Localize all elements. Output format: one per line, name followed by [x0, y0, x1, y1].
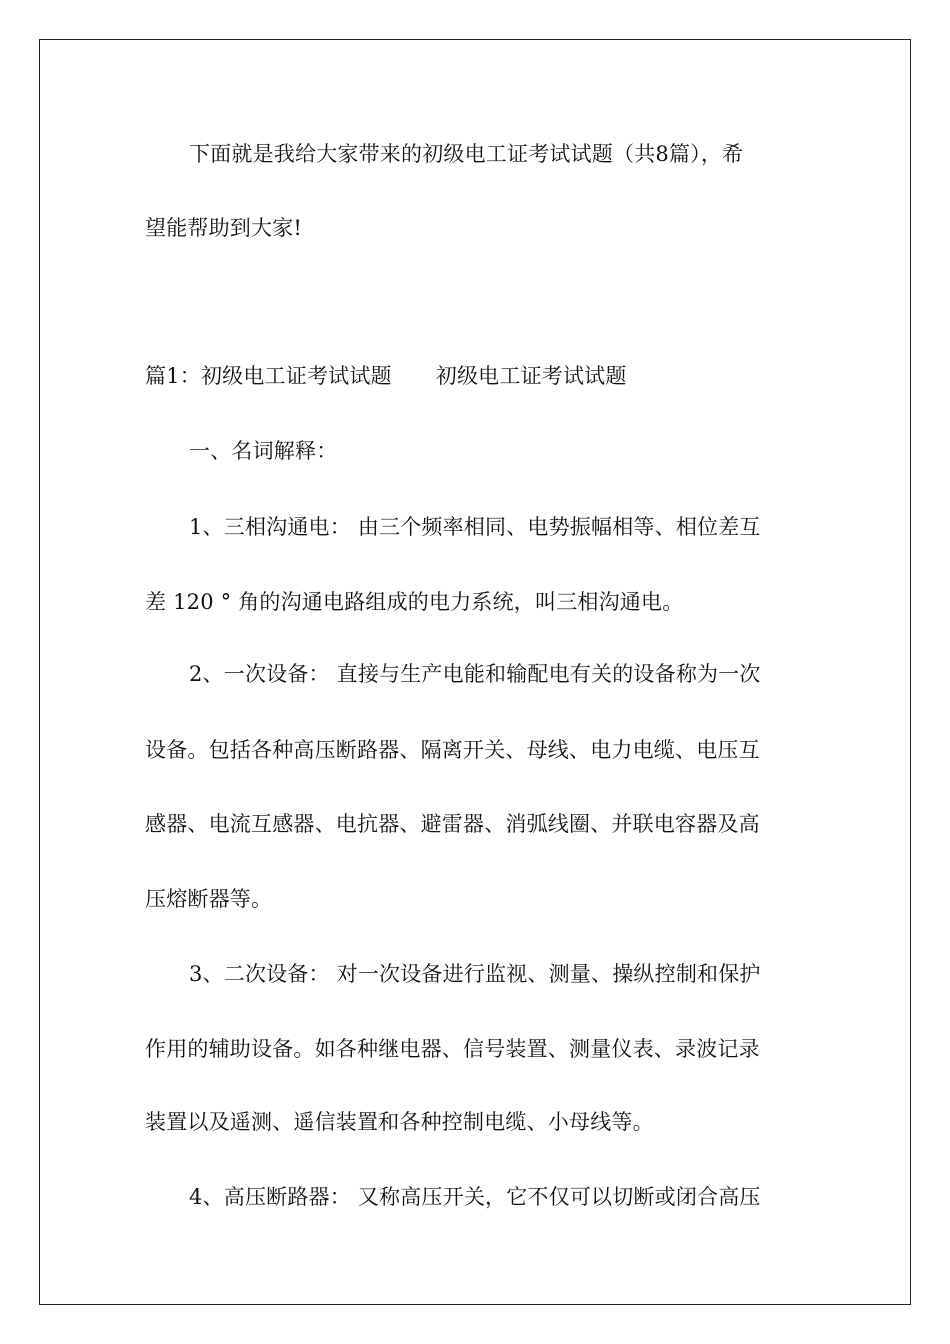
item-2-line-2: 设备。包括各种高压断路器、隔离开关、母线、电力电缆、电压互 — [145, 738, 760, 762]
intro-line-2: 望能帮助到大家! — [145, 216, 303, 240]
item-2-line-3: 感器、电流互感器、电抗器、避雷器、消弧线圈、并联电容器及高 — [145, 812, 760, 836]
item-2-line-4: 压熔断器等。 — [145, 887, 273, 911]
item-3-line-2: 作用的辅助设备。如各种继电器、信号装置、测量仪表、录波记录 — [145, 1037, 760, 1061]
article-heading — [145, 362, 627, 390]
item-1-line-2: 差 120 ° 角的沟通电路组成的电力系统，叫三相沟通电。 — [145, 590, 684, 614]
item-2-line-1: 2、一次设备： 直接与生产电能和输配电有关的设备称为一次 — [189, 662, 761, 686]
article-heading-prefix: 篇1：初级电工证考试试题 — [145, 364, 392, 388]
section-title: 一、名词解释： — [189, 439, 338, 463]
item-3-line-1: 3、二次设备： 对一次设备进行监视、测量、操纵控制和保护 — [189, 962, 761, 986]
intro-line-1: 下面就是我给大家带来的初级电工证考试试题（共8篇），希 — [189, 142, 744, 166]
article-heading-title: 初级电工证考试试题 — [435, 364, 627, 388]
item-3-line-3: 装置以及遥测、遥信装置和各种控制电缆、小母线等。 — [145, 1110, 654, 1134]
item-1-line-1: 1、三相沟通电： 由三个频率相同、电势振幅相等、相位差互 — [189, 515, 761, 539]
item-4-line-1: 4、高压断路器： 又称高压开关，它不仅可以切断或闭合高压 — [189, 1185, 761, 1209]
